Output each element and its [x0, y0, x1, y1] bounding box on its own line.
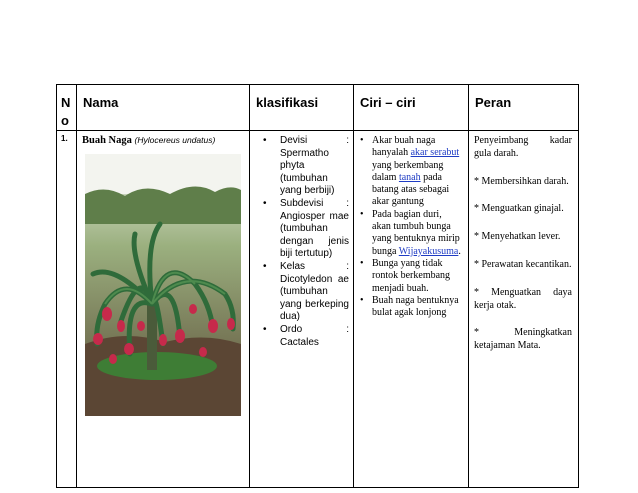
header-peran: Peran [469, 85, 579, 131]
biology-table [56, 84, 579, 488]
list-item: • Buah naga bentuknya bulat agak lonjong [354, 295, 462, 320]
header-klasifikasi: klasifikasi [250, 85, 354, 131]
peran-item: Penyeimbang kadar gula darah. [474, 135, 572, 159]
list-item: • Kelas : Dicotyledon ae (tumbuhan yang berkeping dua) [250, 261, 349, 324]
tanah-link[interactable]: tanah [398, 171, 421, 183]
peran-list [469, 131, 578, 353]
peran-item: * Perawatan kecantikan. [474, 258, 572, 270]
dragon-fruit-plant-photo [85, 154, 241, 416]
list-item: • Akar buah naga hanyalah akar serabut yang berkembang dalam tanah pada batang atas sebagai akar gantung [354, 135, 462, 209]
header-ciri: Ciri – ciri [354, 85, 469, 131]
header-nama: Nama [77, 85, 250, 131]
list-item: • Devisi : Spermatho phyta (tumbuhan yang berbiji) [250, 135, 349, 198]
plant-name: Buah Naga [82, 135, 132, 146]
cell-ciri [354, 131, 469, 488]
list-item: • Subdevisi : Angiosper mae (tumbuhan dengan jenis biji tertutup) [250, 198, 349, 261]
cell-no: 1. [57, 131, 77, 488]
cell-peran [469, 131, 579, 488]
akar-serabut-link[interactable]: akar serabut [410, 147, 460, 159]
ciri-list [354, 135, 468, 319]
peran-item: * Menguatkan daya kerja otak. [474, 286, 572, 311]
peran-item: * Membersihkan darah. [474, 175, 569, 187]
cell-nama [77, 131, 250, 488]
header-no: N o [57, 85, 77, 131]
peran-item: * Meningkatkan ketajaman Mata. [474, 327, 572, 352]
list-item: • Pada bagian duri, akan tumbuh bunga yang bentuknya mirip bunga Wijayakusuma. [354, 209, 462, 258]
table-row [57, 131, 579, 488]
peran-item: * Menguatkan ginajal. [474, 203, 564, 215]
list-item: • Bunga yang tidak rontok berkembang menjadi buah. [354, 258, 462, 295]
wijayakusuma-link[interactable]: Wijayakusuma [398, 245, 459, 257]
klasifikasi-list [250, 135, 353, 349]
cell-klasifikasi [250, 131, 354, 488]
header-row [57, 85, 579, 131]
plant-latin-name: (Hylocereus undatus) [134, 135, 216, 145]
peran-item: * Menyehatkan lever. [474, 231, 561, 243]
list-item: • Ordo : Cactales [250, 324, 349, 349]
